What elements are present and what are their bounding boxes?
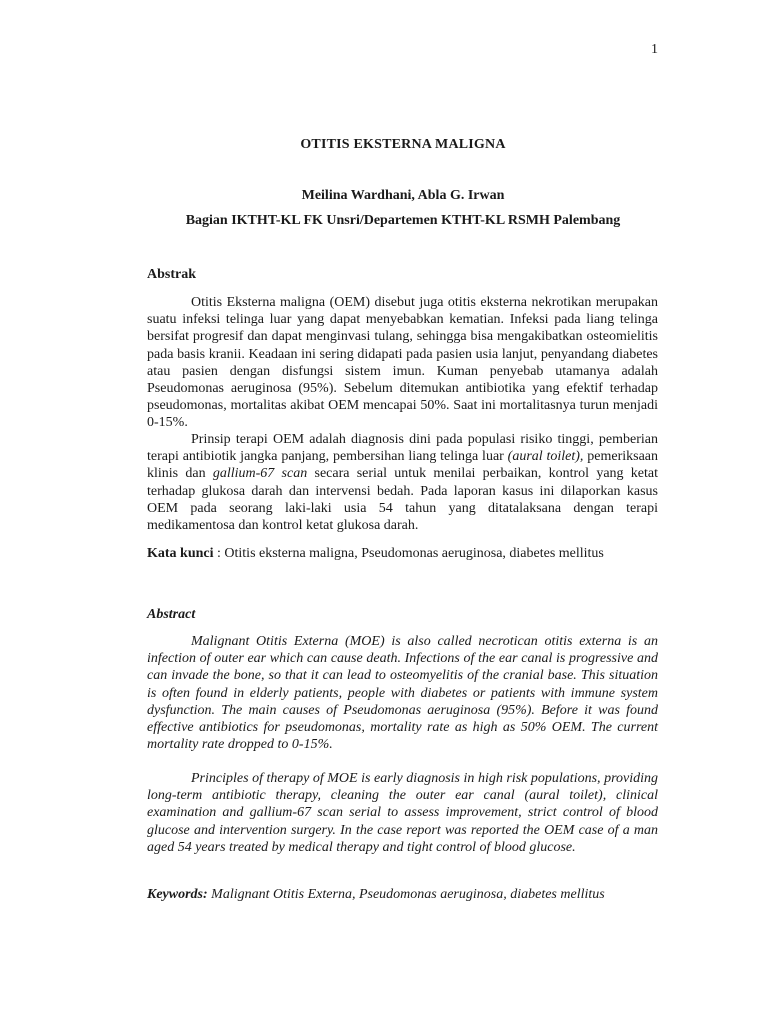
document-title: OTITIS EKSTERNA MALIGNA [300, 137, 506, 152]
abstract-p1-text: Malignant Otitis Externa (MOE) is also called necrotican otitis externa is an infection of outer ear which can cause death. Infections of the ear canal is progressive and can invade the bone, so that it can lead to osteomyelitis of the cranial base. This situation is often found in elderly patients, people with diabetes or patients with immune system dysfunction. The main causes of Pseudomonas aeruginosa (95%). Before it was found effective antibiotics for pseudomonas, mortality rate as high as 50% OEM. The current mortality rate dropped to 0-15%. [147, 634, 658, 753]
page-number: 1 [651, 42, 658, 57]
authors: Meilina Wardhani, Abla G. Irwan [301, 188, 505, 203]
kata-kunci-line [147, 546, 667, 562]
abstrak-p1-text: Otitis Eksterna maligna (OEM) disebut juga otitis eksterna nekrotikan merupakan suatu infeksi telinga luar yang dapat menyebabkan kematian. Infeksi pada liang telinga bersifat progresif dan dapat menginvasi tulang, sehingga bisa mengakibatkan osteomielitis pada basis kranii. Keadaan ini sering didapati pada pasien usia lanjut, penyandang diabetes atau pasien dengan disfungsi sistem imun. Kuman penyebab utamanya adalah Pseudomonas aeruginosa (95%). Sebelum ditemukan antibiotika yang efektif terhadap pseudomonas, mortalitas akibat OEM mencapai 50%. Saat ini mortalitasnya turun menjadi 0-15%. [147, 295, 658, 431]
abstrak-p2-gallium-scan: gallium-67 scan [212, 466, 308, 482]
keywords-label: Keywords: [147, 887, 208, 902]
abstract-paragraph-2 [147, 770, 658, 856]
abstrak-p2-aural-toilet: (aural toilet), [507, 449, 584, 465]
abstrak-p2-text-c: pemeriksaan klinis dan [147, 449, 658, 482]
abstrak-heading: Abstrak [147, 267, 197, 282]
keywords-text: Malignant Otitis Externa, Pseudomonas aeruginosa, diabetes mellitus [207, 887, 605, 902]
abstract-p2-text: Principles of therapy of MOE is early diagnosis in high risk populations, providing long-term antibiotic therapy, cleaning the outer ear canal (aural toilet), clinical examination and gallium-67 scan serial to assess improvement, strict control of blood glucose and intervention surgery. In the case report was reported the OEM case of a man aged 54 years treated by medical therapy and tight control of blood glucose. [147, 771, 658, 855]
kata-kunci-text: : Otitis eksterna maligna, Pseudomonas aeruginosa, diabetes mellitus [213, 546, 604, 561]
affiliation: Bagian IKTHT-KL FK Unsri/Departemen KTHT-KL RSMH Palembang [185, 213, 621, 228]
keywords-line [147, 887, 667, 903]
abstrak-p2-text-a: Prinsip terapi OEM adalah diagnosis dini pada populasi risiko tinggi, pemberian terapi antibiotik jangka panjang, pembersihan liang telinga luar [147, 432, 658, 465]
kata-kunci-label: Kata kunci [147, 546, 214, 561]
abstrak-p2-text-e: secara serial untuk menilai perbaikan, kontrol yang ketat terhadap glukosa darah dan intervensi bedah. Pada laporan kasus ini dilaporkan kasus OEM pada seorang laki-laki usia 54 tahun yang ditatalaksana dengan terapi medikamentosa dan kontrol ketat glukosa darah. [147, 466, 659, 534]
abstrak-paragraph-1 [147, 294, 658, 432]
abstract-heading: Abstract [147, 607, 196, 622]
abstrak-paragraph-2 [147, 431, 658, 534]
abstract-paragraph-1 [147, 633, 658, 753]
